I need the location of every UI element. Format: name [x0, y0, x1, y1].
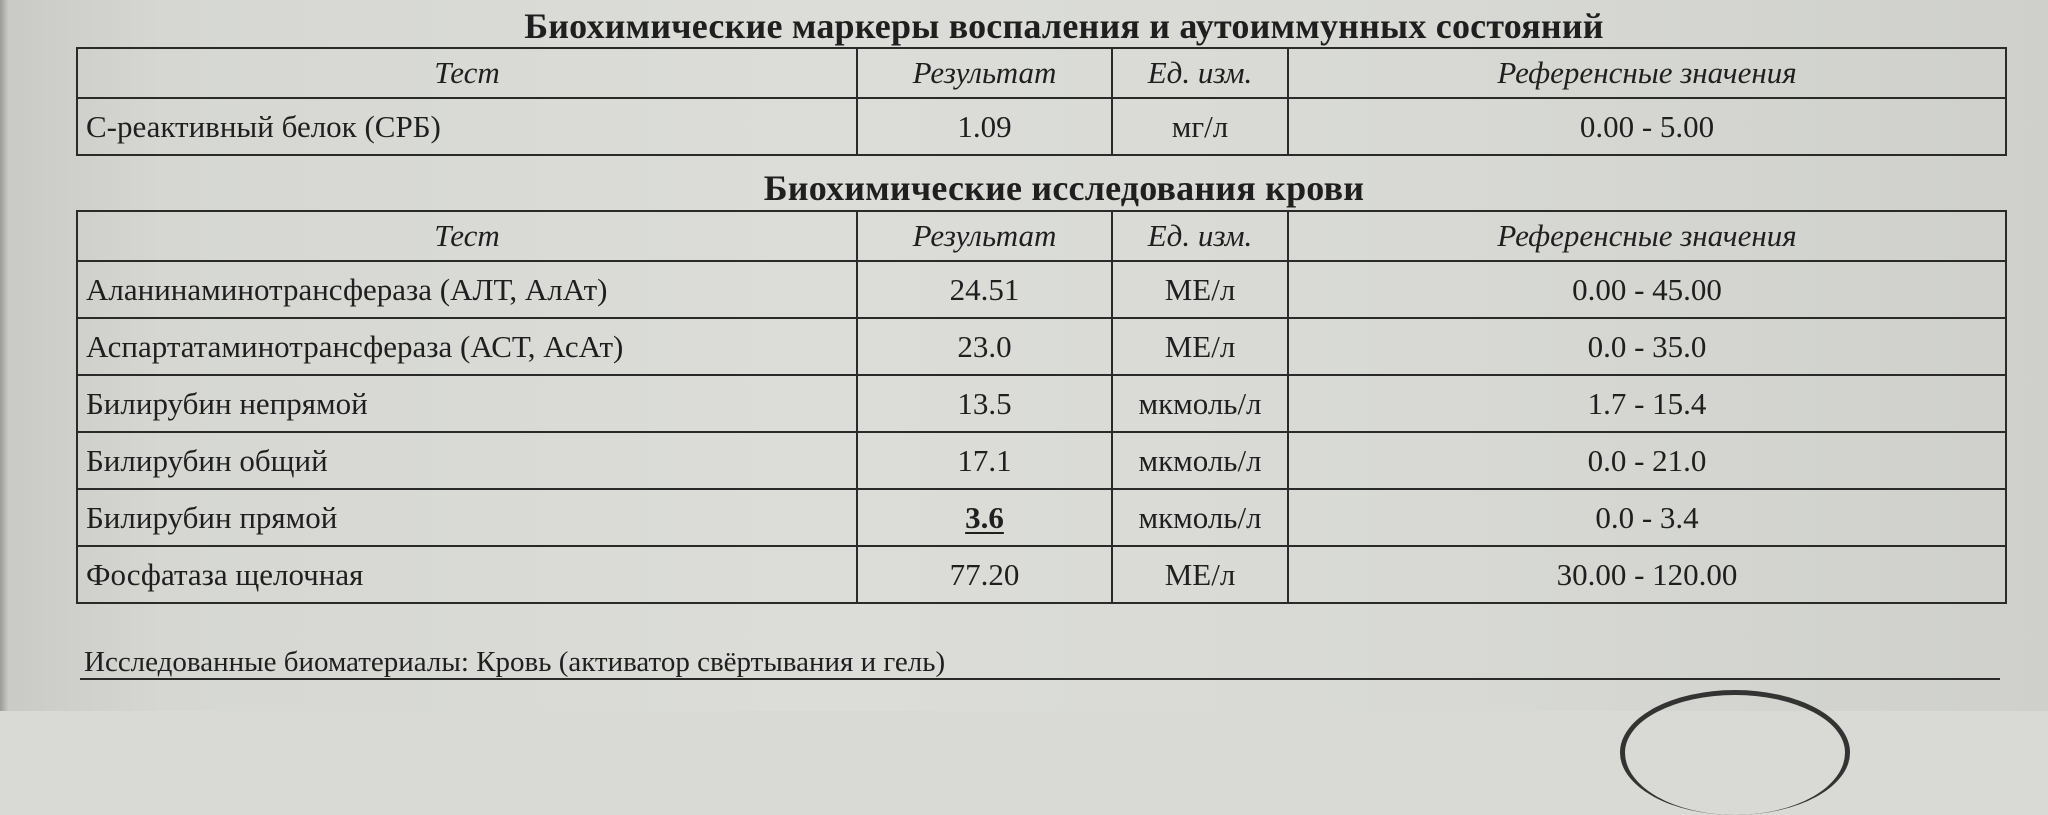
table-header-row — [77, 48, 2006, 98]
result-cell-text: 24.51 — [949, 271, 1020, 307]
unit-cell-text: МЕ/л — [1164, 328, 1236, 364]
result-cell — [857, 489, 1112, 546]
reference-cell-text: 0.0 - 3.4 — [1595, 499, 1699, 535]
header-unit: Ед. изм. — [1112, 211, 1288, 261]
unit-cell-text: мкмоль/л — [1138, 499, 1262, 535]
test-name-cell — [77, 432, 857, 489]
result-cell — [857, 318, 1112, 375]
reference-cell-text: 1.7 - 15.4 — [1587, 385, 1707, 421]
unit-cell-text: мг/л — [1171, 108, 1229, 144]
reference-cell — [1288, 318, 2006, 375]
result-cell — [857, 432, 1112, 489]
test-name-cell — [77, 375, 857, 432]
table-row — [77, 546, 2006, 603]
reference-cell-text: 0.0 - 35.0 — [1587, 328, 1707, 364]
test-name-cell-text: С-реактивный белок (СРБ) — [86, 108, 441, 144]
unit-cell — [1112, 546, 1288, 603]
result-cell-text: 13.5 — [957, 385, 1012, 421]
reference-cell — [1288, 432, 2006, 489]
result-cell-text: 1.09 — [957, 108, 1012, 144]
reference-cell-text: 0.00 - 5.00 — [1579, 108, 1715, 144]
table-row — [77, 432, 2006, 489]
table-body — [77, 98, 2006, 155]
unit-cell-text: МЕ/л — [1164, 556, 1236, 592]
unit-cell-text: МЕ/л — [1164, 271, 1236, 307]
test-name-cell — [77, 318, 857, 375]
test-name-cell — [77, 489, 857, 546]
test-name-cell — [77, 261, 857, 318]
blood-biochemistry-table — [76, 210, 2007, 604]
inflammation-markers-table — [76, 47, 2007, 156]
result-cell — [857, 546, 1112, 603]
reference-cell — [1288, 98, 2006, 155]
result-cell — [857, 261, 1112, 318]
reference-cell — [1288, 375, 2006, 432]
test-name-cell-text: Билирубин прямой — [86, 499, 338, 535]
unit-cell-text: мкмоль/л — [1138, 442, 1262, 478]
reference-cell-text: 0.0 - 21.0 — [1587, 442, 1707, 478]
reference-cell — [1288, 546, 2006, 603]
reference-cell — [1288, 261, 2006, 318]
test-name-cell-text: Фосфатаза щелочная — [86, 556, 364, 592]
table-row — [77, 489, 2006, 546]
test-name-cell — [77, 98, 857, 155]
header-test: Тест — [77, 211, 857, 261]
header-result: Результат — [857, 48, 1112, 98]
test-name-cell — [77, 546, 857, 603]
table-header-row — [77, 211, 2006, 261]
result-cell-text: 3.6 — [965, 499, 1004, 535]
unit-cell — [1112, 98, 1288, 155]
reference-cell-text: 0.00 - 45.00 — [1572, 271, 1722, 307]
header-reference: Референсные значения — [1288, 211, 2006, 261]
reference-cell — [1288, 489, 2006, 546]
header-test: Тест — [77, 48, 857, 98]
test-name-cell-text: Билирубин непрямой — [86, 385, 368, 421]
unit-cell — [1112, 489, 1288, 546]
result-cell-text: 23.0 — [957, 328, 1012, 364]
table-row — [77, 375, 2006, 432]
test-name-cell-text: Аланинаминотрансфераза (АЛТ, АлАт) — [86, 271, 608, 307]
table-body — [77, 261, 2006, 603]
table-row — [77, 261, 2006, 318]
paper-edge-shadow — [0, 0, 8, 711]
section-title-inflammation: Биохимические маркеры воспаления и аутоиммунных состояний — [524, 6, 1604, 46]
reference-cell-text: 30.00 - 120.00 — [1556, 556, 1738, 592]
section-title-blood-biochemistry: Биохимические исследования крови — [763, 168, 1365, 208]
biomaterials-note: Исследованные биоматериалы: Кровь (активатор свёртывания и гель) — [84, 646, 946, 678]
test-name-cell-text: Аспартатаминотрансфераза (АСТ, АсАт) — [86, 328, 624, 364]
table-row — [77, 98, 2006, 155]
unit-cell — [1112, 261, 1288, 318]
table-row — [77, 318, 2006, 375]
stamp-seal — [1620, 690, 1850, 815]
result-cell-text: 17.1 — [957, 442, 1012, 478]
header-result: Результат — [857, 211, 1112, 261]
header-reference: Референсные значения — [1288, 48, 2006, 98]
result-cell — [857, 98, 1112, 155]
result-cell — [857, 375, 1112, 432]
footer-divider — [80, 678, 2000, 680]
result-cell-text: 77.20 — [949, 556, 1020, 592]
unit-cell-text: мкмоль/л — [1138, 385, 1262, 421]
unit-cell — [1112, 375, 1288, 432]
unit-cell — [1112, 318, 1288, 375]
test-name-cell-text: Билирубин общий — [86, 442, 328, 478]
header-unit: Ед. изм. — [1112, 48, 1288, 98]
unit-cell — [1112, 432, 1288, 489]
